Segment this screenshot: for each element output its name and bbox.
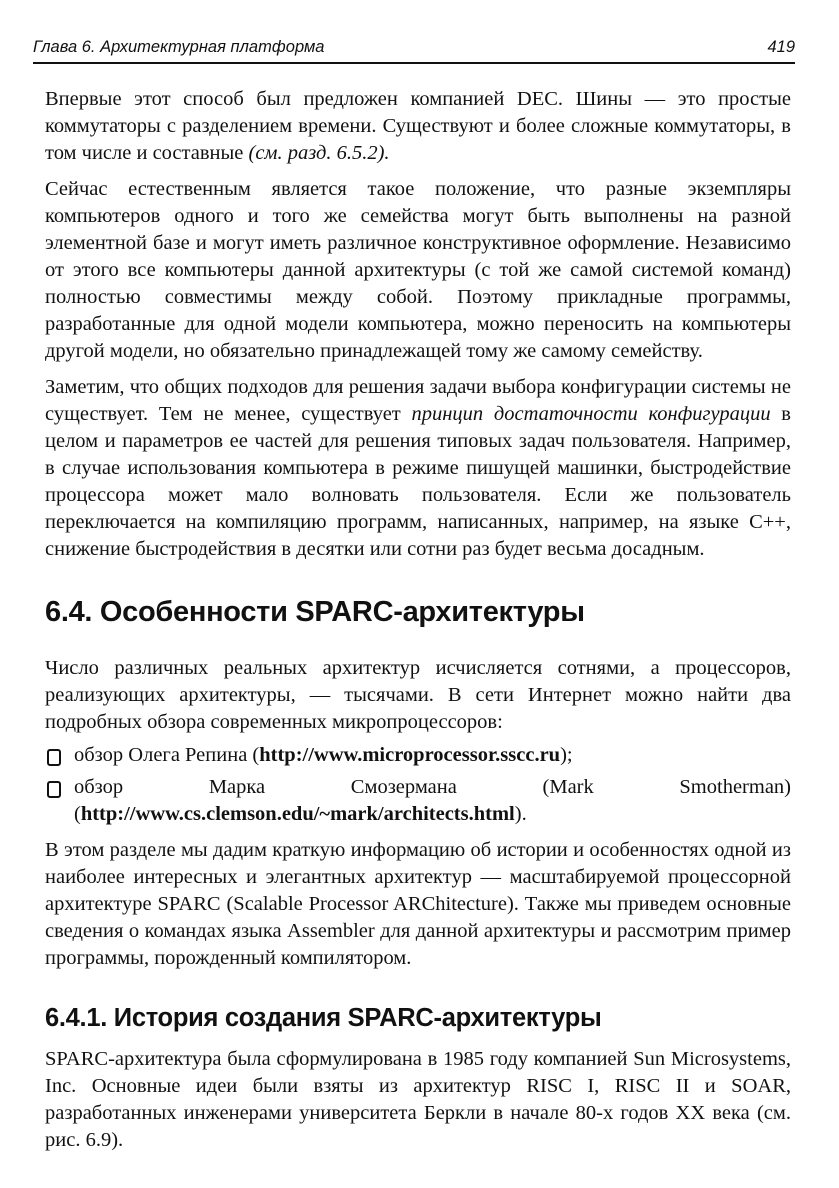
section-intro: Число различных реальных архитектур исчисляется сотнями, а процессоров, реализующих архитектуры, — тысячами. В сети Интернет можно найти два подробных обзора современных микропроцессоров:: [45, 657, 791, 733]
list-item: [45, 742, 791, 769]
reference-list: [45, 742, 791, 828]
principle-term: принцип достаточности конфигурации: [411, 403, 771, 425]
paragraph-2: Сейчас естественным является такое положение, что разные экземпляры компьютеров одного и того же семейства могут быть выполнены на разной элементной базе и могут иметь различное конструктивное оформление. Независимо от этого все компьютеры данной архитектуры (с той же самой системой команд) полностью совместимы между собой. Поэтому прикладные программы, разработанные для одной модели компьютера, можно переносить на компьютеры другой модели, но обязательно принадлежащей тому же самому семейству.: [45, 178, 791, 362]
subsection-heading: 6.4.1. История создания SPARC-архитектуры: [45, 1004, 602, 1032]
checkbox-bullet-icon: [47, 781, 61, 798]
section-paragraph: В этом разделе мы дадим краткую информацию об истории и особенностях одной из наиболее интересных и элегантных архитектур — масштабируемой процессорной архитектуре SPARC (Scalable Processor ARChitecture). Также мы приведем основные сведения о командах языка Assembler для данной архитектуры и рассмотрим пример программы, порожденный компилятором.: [45, 839, 791, 969]
section-reference: (см. разд. 6.5.2).: [248, 142, 390, 164]
list-item-text: обзор Олега Репина (: [74, 744, 260, 766]
subsection-paragraph: SPARC-архитектура была сформулирована в 1985 году компанией Sun Microsystems, Inc. Основные идеи были взяты из архитектур RISC I, RISC II и SOAR, разработанных инженерами университета Беркли в начале 80-х годов XX века (см. рис. 6.9).: [45, 1048, 791, 1151]
running-header: [33, 36, 795, 64]
paragraph-3: [45, 374, 791, 563]
paragraph-1: [45, 86, 791, 167]
reference-link[interactable]: http://www.microprocessor.sscc.ru: [259, 744, 561, 766]
section-heading: 6.4. Особенности SPARC-архитектуры: [45, 596, 585, 628]
page-content: [45, 86, 791, 1154]
list-item-tail: );: [560, 744, 573, 766]
checkbox-bullet-icon: [47, 749, 61, 766]
list-item: [45, 774, 791, 828]
list-item-text: обзор Марка Смозермана (Mark Smotherman) (: [74, 776, 791, 825]
list-item-tail: ).: [514, 803, 527, 825]
paragraph-3-before: Заметим, что общих подходов для решения задачи выбора конфигурации системы не существует. Тем не менее, существует: [45, 376, 791, 425]
page-number: 419: [767, 38, 795, 56]
paragraph-3-after: в целом и параметров ее частей для решения типовых задач пользователя. Например, в случае использования компьютера в режиме пишущей машинки, быстродействие процессора может мало волновать пользователя. Если же пользователь переключается на компиляцию программ, написанных, например, на языке C++, снижение быстродействия в десятки или сотни раз будет весьма досадным.: [45, 403, 791, 560]
reference-link[interactable]: http://www.cs.clemson.edu/~mark/architects.html: [80, 803, 515, 825]
paragraph-1-text: Впервые этот способ был предложен компанией DEC. Шины — это простые коммутаторы с разделением времени. Существуют и более сложные коммутаторы, в том числе и составные: [45, 88, 791, 164]
chapter-title: Глава 6. Архитектурная платформа: [33, 38, 325, 56]
